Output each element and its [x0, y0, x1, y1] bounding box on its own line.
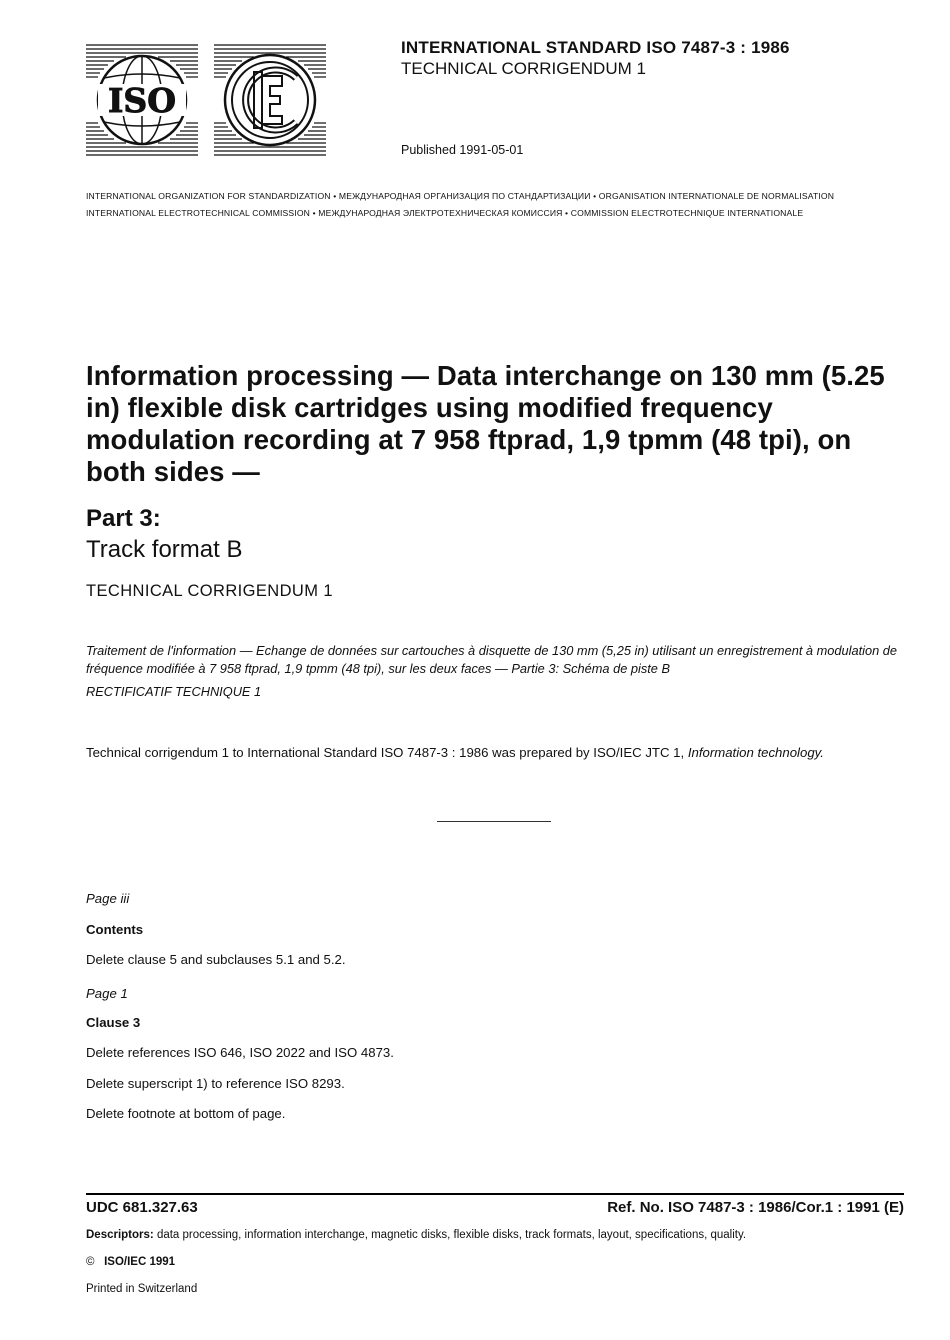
- part-number: Part 3:: [86, 505, 161, 532]
- french-title-text: Traitement de l'information — Echange de données sur cartouches à disquette de 130 mm (5,25 in) utilisant un enregistrement à modulation de fréquence modifiée à 7 958 ftprad, 1,9 tpmm (48 tpi), sur les deux faces — Partie 3: Schéma de piste B: [86, 643, 898, 676]
- copyright: [86, 1256, 175, 1268]
- footer-rule: [86, 1193, 904, 1195]
- iec-logo: [214, 42, 326, 158]
- clause-action-1: Delete references ISO 646, ISO 2022 and ISO 4873.: [86, 1045, 394, 1060]
- copyright-icon: ©: [86, 1256, 95, 1268]
- descriptors-label: Descriptors:: [86, 1229, 154, 1241]
- descriptors-list: data processing, information interchange, magnetic disks, flexible disks, track formats, layout, specifications, quality.: [153, 1229, 747, 1241]
- printed-location: Printed in Switzerland: [86, 1283, 198, 1295]
- reference-number: Ref. No. ISO 7487-3 : 1986/Cor.1 : 1991 (E): [607, 1199, 904, 1216]
- page-1-reference: Page 1: [86, 986, 128, 1001]
- part-title: Track format B: [86, 536, 243, 563]
- section-divider: [437, 821, 551, 822]
- corrigendum-label: TECHNICAL CORRIGENDUM 1: [401, 59, 646, 78]
- clause-action-2: Delete superscript 1) to reference ISO 8293.: [86, 1076, 345, 1091]
- document-title: Information processing — Data interchange on 130 mm (5.25 in) flexible disk cartridges using modified frequency modulation recording at 7 958 ftprad, 1,9 tpmm (48 tpi), on both sides —: [86, 360, 885, 487]
- copyright-text: ISO/IEC 1991: [104, 1256, 176, 1268]
- rectificatif-label: RECTIFICATIF TECHNIQUE 1: [86, 684, 262, 699]
- standard-number: INTERNATIONAL STANDARD ISO 7487-3 : 1986: [401, 38, 790, 57]
- organizations-iec: INTERNATIONAL ELECTROTECHNICAL COMMISSION • МЕЖДУНАРОДНАЯ ЭЛЕКТРОТЕХНИЧЕСКАЯ КОМИССИЯ • COMMISSION ELECTROTECHNIQUE INTERNATIONALE: [86, 208, 804, 218]
- contents-heading: Contents: [86, 922, 144, 937]
- published-date: Published 1991-05-01: [401, 143, 524, 157]
- preparation-statement: [86, 745, 916, 760]
- descriptors: [86, 1229, 746, 1241]
- organizations-iso: INTERNATIONAL ORGANIZATION FOR STANDARDIZATION • МЕЖДУНАРОДНАЯ ОРГАНИЗАЦИЯ ПО СТАНДАРТИЗАЦИИ • ORGANISATION INTERNATIONALE DE NORMALISATION: [86, 191, 835, 201]
- french-title: [86, 642, 906, 701]
- iso-logo: [86, 42, 198, 158]
- page-iii-reference: Page iii: [86, 891, 130, 906]
- iso-logo-text: ISO: [107, 81, 177, 120]
- clause-heading: Clause 3: [86, 1015, 141, 1030]
- preparation-text: Technical corrigendum 1 to International Standard ISO 7487-3 : 1986 was prepared by ISO/IEC JTC 1,: [86, 745, 688, 760]
- committee-name: Information technology.: [687, 745, 824, 760]
- contents-action: Delete clause 5 and subclauses 5.1 and 5.2.: [86, 952, 346, 967]
- clause-action-3: Delete footnote at bottom of page.: [86, 1106, 286, 1121]
- udc-number: UDC 681.327.63: [86, 1199, 198, 1216]
- technical-corrigendum-heading: TECHNICAL CORRIGENDUM 1: [86, 582, 333, 600]
